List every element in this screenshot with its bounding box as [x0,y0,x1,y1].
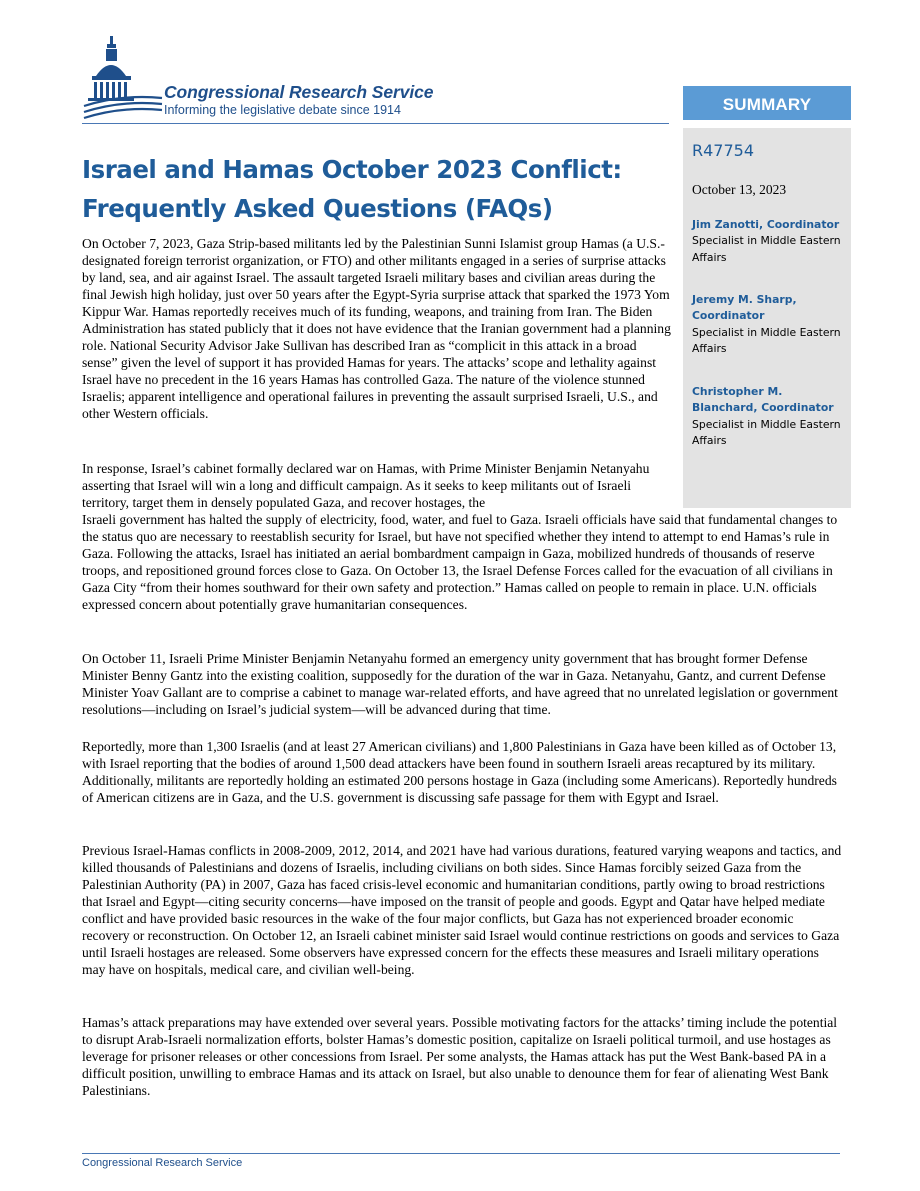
body-paragraph: On October 11, Israeli Prime Minister Benjamin Netanyahu formed an emergency unity government that has brought former Defense Minister Benny Gantz into the existing coalition, supposedly for the duration of the war in Gaza. Netanyahu, Gantz, and current Defense Minister Yoav Gallant are to comprise a cabinet to manage war-related efforts, and have agreed that no unrelated legislation or government resolutions—including on Israel’s judicial system—will be advanced during that time. [82,651,838,717]
author-name: Jim Zanotti, Coordinator [692,218,840,231]
body-paragraph: On October 7, 2023, Gaza Strip-based militants led by the Palestinian Sunni Islamist group Hamas (a U.S.-designated foreign terrorist organization, or FTO) and other militants engaged in a series of surprise attacks by land, sea, and air against Israel. The assault targeted Israeli military bases and civilian areas during the final Jewish high holiday, just over 50 years after the Egypt-Syria surprise attack that sparked the 1973 Yom Kippur War. Hamas reportedly receives much of its funding, weapons, and training from Iran. The Biden Administration has stated publicly that it does not have evidence that the Iranian government had a planning role. National Security Advisor Jake Sullivan has described Iran as “complicit in this attack in a broad sense” given the level of support it has provided Hamas for years. The attacks’ scope and lethality against Israel have no precedent in the 16 years Hamas has controlled Gaza. The nature of the violence stunned Israelis; apparent intelligence and operational failures in preventing the assault surprised Israeli, U.S., and other Western officials. [82,236,671,421]
report-title: Israel and Hamas October 2023 Conflict: Frequently Asked Questions (FAQs) [82,155,622,223]
footer-text: Congressional Research Service [82,1157,243,1169]
body-paragraph: In response, Israel’s cabinet formally declared war on Hamas, with Prime Minister Benjamin Netanyahu asserting that Israel will win a long and difficult campaign. As it seeks to keep militants out of Israeli territory, target them in densely populated Gaza, and recover hostages, the [82,461,650,510]
author-name: Jeremy M. Sharp, Coordinator [692,293,797,323]
capitol-dome-icon [82,36,164,122]
body-paragraph: Reportedly, more than 1,300 Israelis (and at least 27 American civilians) and 1,800 Palestinians in Gaza have been killed as of October 13, with Israel reporting that the bodies of around 1,500 dead attackers have been found in southern Israeli areas recaptured by its military. Additionally, militants are reportedly holding an estimated 200 persons hostage in Gaza (including some Americans). Reportedly hundreds of American citizens are in Gaza, and the U.S. government is discussing safe passage for them with Egypt and Israel. [82,739,837,805]
report-number: R47754 [692,141,755,160]
author-block [692,292,847,357]
org-name: Congressional Research Service [164,82,434,102]
author-name: Christopher M. Blanchard, Coordinator [692,385,834,415]
summary-tab: SUMMARY [683,86,851,120]
author-role: Specialist in Middle Eastern Affairs [692,417,841,447]
report-date: October 13, 2023 [692,182,787,197]
org-tagline: Informing the legislative debate since 1914 [164,103,401,117]
author-block [692,384,847,449]
header-divider [82,123,669,124]
footer-divider [82,1153,840,1154]
body-paragraph: Israeli government has halted the supply of electricity, food, water, and fuel to Gaza. Israeli officials have said that fundamental changes to the status quo are necessary to reestablish security for Israel, but have not specified whether they intend to attempt to end Hamas’s rule in Gaza. Following the attacks, Israel has initiated an aerial bombardment campaign in Gaza, mobilized hundreds of thousands of reserve troops, and repositioned ground forces close to Gaza. On October 13, the Israel Defense Forces called for the evacuation of all civilians in Gaza City “from their homes southward for their own safety and protection.” Hamas called on people to remain in place. U.N. officials expressed concern about potentially grave humanitarian consequences. [82,512,838,612]
crs-logo [82,36,482,126]
author-role: Specialist in Middle Eastern Affairs [692,325,841,355]
body-paragraph: Previous Israel-Hamas conflicts in 2008-2009, 2012, 2014, and 2021 have had various durations, featured varying weapons and tactics, and killed thousands of Palestinians and dozens of Israelis, including civilians on both sides. Since Hamas forcibly seized Gaza from the Palestinian Authority (PA) in 2007, Gaza has faced crisis-level economic and humanitarian conditions, partly owing to broad restrictions that Israel and Egypt—citing security concerns—have imposed on the transit of people and goods. Egypt and Qatar have helped mediate conflict and have provided basic resources in the wake of the four major conflicts, but Gaza has not experienced broader economic recovery or reconstruction. On October 12, an Israeli cabinet minister said Israel would continue restrictions on goods and services to Gaza until Israeli hostages are released. Some observers have expressed concern for the effects these measures and Israeli military operations may have on hospitals, medical care, and civilian well-being. [82,843,842,977]
author-role: Specialist in Middle Eastern Affairs [692,234,841,264]
author-block [692,217,847,266]
body-paragraph: Hamas’s attack preparations may have extended over several years. Possible motivating factors for the attacks’ timing include the potential to disrupt Arab-Israeli normalization efforts, bolster Hamas’s domestic position, capitalize on Israeli political turmoil, and use hostages as leverage for prisoner releases or other concessions from Israel. Per some analysts, the Hamas attack has put the West Bank-based PA in a difficult position, unwilling to embrace Hamas and its attack on Israel, but also unable to denounce them for fear of alienating West Bank Palestinians. [82,1015,838,1098]
